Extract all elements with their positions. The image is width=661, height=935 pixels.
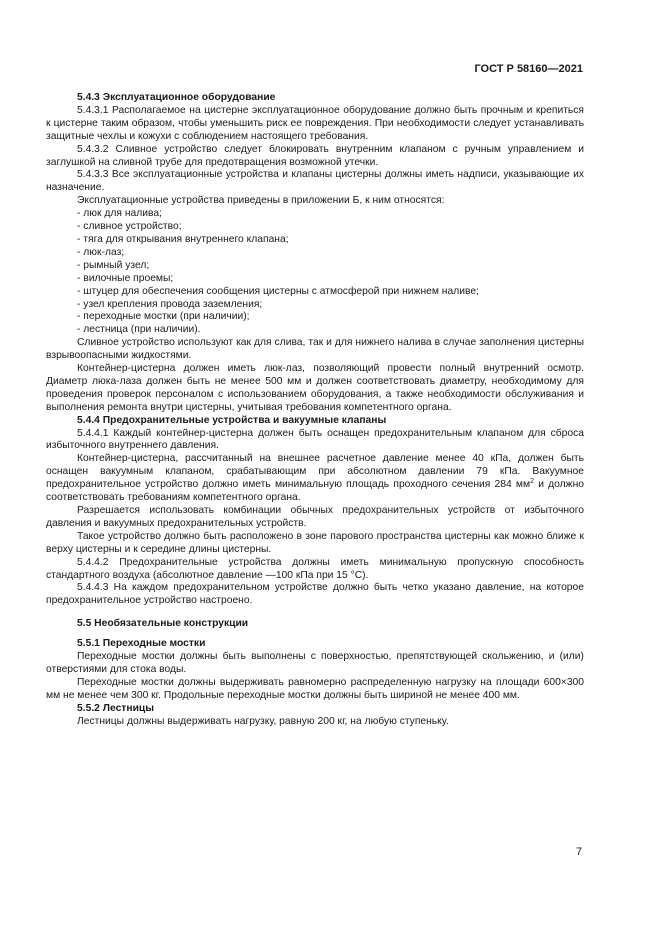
- document-header: ГОСТ Р 58160—2021: [474, 63, 583, 75]
- paragraph-5-4-3-2: 5.4.3.2 Сливное устройство следует блокировать внутренним клапаном с ручным управлением и заглушкой на сливной трубе для предотвращения возможной утечки.: [46, 143, 584, 168]
- paragraph-list-intro: Эксплуатационные устройства приведены в приложении Б, к ним относятся:: [77, 195, 445, 207]
- paragraph-location: Такое устройство должно быть расположено в зоне парового пространства цистерны как можно ближе к верху цистерны и к середине длины цистерны.: [46, 530, 584, 555]
- paragraph-5-4-4-3: 5.4.4.3 На каждом предохранительном устройстве должно быть четко указано давление, на которое предохранительное устройство настроено.: [46, 582, 584, 607]
- paragraph-combination: Разрешается использовать комбинации обычных предохранительных устройств от избыточного давления и вакуумных предохранительных устройств.: [46, 505, 584, 529]
- list-item: - переходные мостки (при наличии);: [77, 311, 250, 323]
- list-item: - узел крепления провода заземления;: [77, 298, 263, 310]
- vacuum-text-a: Контейнер-цистерна, рассчитанный на внешнее расчетное давление менее 40 кПа, должен быть оснащен вакуумным клапаном, срабатывающим при абсолютном давлении 79 кПа. Вакуумное предохранительное устройство должно иметь минимальную площадь проходного сечения 284 мм: [46, 453, 584, 491]
- paragraph-5-4-3-3: 5.4.3.3 Все эксплуатационные устройства и клапаны цистерны должны иметь надписи, указывающие их назначение.: [46, 169, 584, 194]
- paragraph-manhole: Контейнер-цистерна должен иметь люк-лаз, позволяющий провести полный внутренний осмотр. Диаметр люка-лаза должен быть не менее 500 мм и должен соответствовать диаметру, необходимому для проведения проверок персоналом с использованием оборудования, а также необходимости обслуживания и выполнения ремонта внутри цистерны, учитывая требования компетентного органа.: [46, 363, 584, 413]
- list-item: - люк для налива;: [77, 208, 162, 220]
- list-item: - лестница (при наличии).: [77, 324, 201, 336]
- list-item: - тяга для открывания внутреннего клапана;: [77, 233, 289, 245]
- equipment-list: [46, 208, 584, 337]
- paragraph-drain-device: Сливное устройство используют как для слива, так и для нижнего налива в случае заполнения цистерны взрывоопасными жидкостями.: [46, 337, 584, 362]
- list-item: - сливное устройство;: [77, 221, 182, 233]
- paragraph-walkway-surface: Переходные мостки должны быть выполнены с поверхностью, препятствующей скольжению, и (или) отверстиями для стока воды.: [46, 651, 584, 675]
- section-5-4-4-heading: 5.4.4 Предохранительные устройства и вакуумные клапаны: [77, 414, 387, 426]
- superscript-2: 2: [530, 478, 534, 486]
- paragraph-5-4-4-1: 5.4.4.1 Каждый контейнер-цистерна должен быть оснащен предохранительным клапаном для сброса избыточного внутреннего давления.: [46, 427, 584, 452]
- list-item: - люк-лаз;: [77, 246, 125, 258]
- vacuum-text-b: и должно соответствовать требованиям компетентного органа.: [46, 479, 584, 504]
- paragraph-ladder: Лестницы должны выдерживать нагрузку, равную 200 кг, на любую ступеньку.: [77, 715, 449, 727]
- section-5-5-2-heading: 5.5.2 Лестницы: [77, 702, 155, 714]
- paragraph-walkway-load: Переходные мостки должны выдерживать равномерно распределенную нагрузку на площади 600×300 мм не менее чем 300 кг. Продольные переходные мостки должны быть шириной не менее 400 мм.: [46, 676, 584, 701]
- paragraph-5-4-4-2: 5.4.4.2 Предохранительные устройства должны иметь минимальную пропускную способность стандартного воздуха (абсолютное давление —100 кПа при 15 °C).: [46, 556, 584, 581]
- document-body: [46, 92, 584, 729]
- paragraph-5-4-3-1: 5.4.3.1 Располагаемое на цистерне эксплуатационное оборудование должно быть прочным и крепиться к цистерне таким образом, чтобы уменьшить риск ее повреждения. При необходимости следует устанавливать защитные чехлы и кожухи с соблюдением настоящего требования.: [46, 104, 584, 142]
- section-5-4-3-heading: 5.4.3 Эксплуатационное оборудование: [77, 92, 276, 103]
- section-5-5-1-heading: 5.5.1 Переходные мостки: [77, 638, 206, 650]
- list-item: - рымный узел;: [77, 259, 150, 271]
- list-item: - штуцер для обеспечения сообщения цистерны с атмосферой при нижнем наливе;: [77, 285, 479, 297]
- list-item: - вилочные проемы;: [77, 272, 174, 284]
- paragraph-vacuum-valve: [46, 453, 584, 505]
- section-5-5-heading: 5.5 Необязательные конструкции: [77, 618, 249, 630]
- page-number: 7: [576, 846, 583, 858]
